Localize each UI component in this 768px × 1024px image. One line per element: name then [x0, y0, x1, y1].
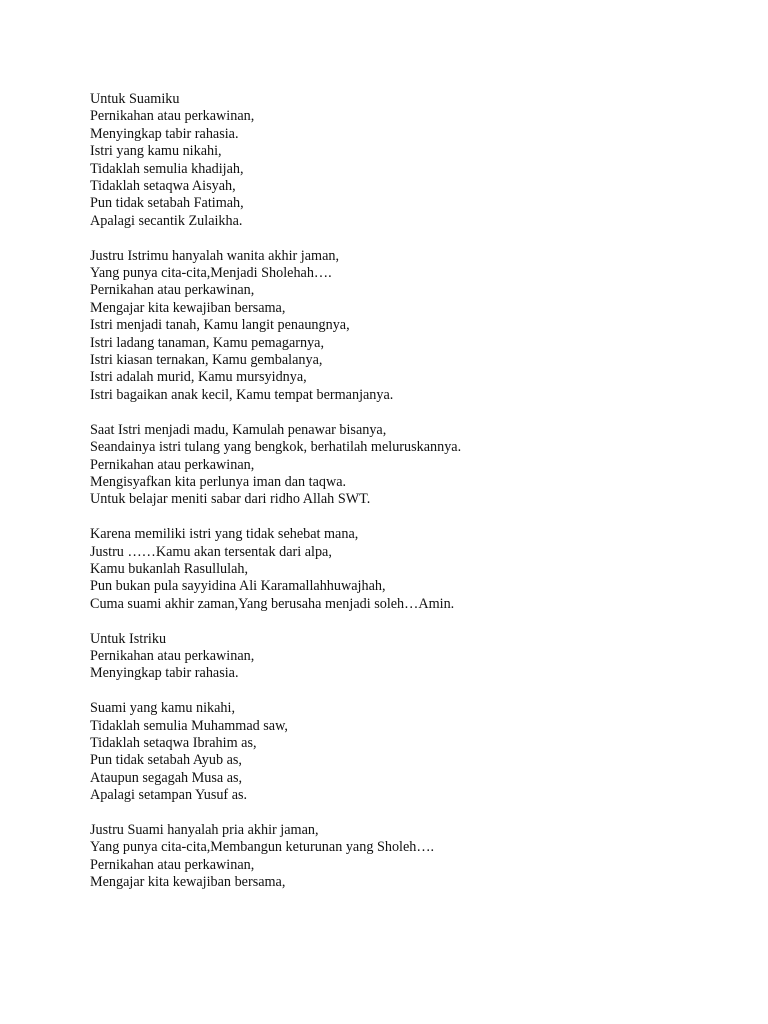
poem-line: Cuma suami akhir zaman,Yang berusaha menjadi soleh…Amin. [90, 595, 455, 612]
poem-line: Pun tidak setabah Ayub as, [90, 752, 242, 769]
poem-line: Istri kiasan ternakan, Kamu gembalanya, [90, 352, 323, 369]
poem-line: Menyingkap tabir rahasia. [90, 665, 239, 682]
poem-line: Yang punya cita-cita,Menjadi Sholehah…. [90, 265, 332, 282]
poem-line: Suami yang kamu nikahi, [90, 700, 236, 717]
poem-line: Mengajar kita kewajiban bersama, [90, 299, 286, 316]
poem-body [90, 91, 730, 892]
poem-line: Tidaklah semulia Muhammad saw, [90, 717, 288, 734]
poem-line: Pun tidak setabah Fatimah, [90, 195, 244, 212]
poem-line: Istri ladang tanaman, Kamu pemagarnya, [90, 334, 325, 351]
poem-line: Mengisyafkan kita perlunya iman dan taqwa. [90, 473, 347, 490]
poem-line: Pun bukan pula sayyidina Ali Karamallahhuwajhah, [90, 578, 386, 595]
poem-line: Justru Suami hanyalah pria akhir jaman, [90, 821, 319, 838]
poem-line: Justru ……Kamu akan tersentak dari alpa, [90, 543, 332, 560]
poem-line: Istri yang kamu nikahi, [90, 143, 222, 160]
stanza [90, 422, 730, 509]
poem-line: Tidaklah setaqwa Aisyah, [90, 178, 236, 195]
poem-line: Kamu bukanlah Rasullulah, [90, 560, 249, 577]
poem-line: Apalagi setampan Yusuf as. [90, 787, 248, 804]
poem-line: Pernikahan atau perkawinan, [90, 282, 255, 299]
poem-line: Untuk belajar meniti sabar dari ridho Allah SWT. [90, 491, 371, 508]
poem-line: Istri adalah murid, Kamu mursyidnya, [90, 369, 307, 386]
stanza [90, 526, 730, 613]
poem-line: Apalagi secantik Zulaikha. [90, 212, 243, 229]
poem-line: Tidaklah semulia khadijah, [90, 160, 244, 177]
poem-line: Yang punya cita-cita,Membangun keturunan yang Sholeh…. [90, 839, 435, 856]
stanza [90, 700, 730, 804]
poem-line: Tidaklah setaqwa Ibrahim as, [90, 734, 257, 751]
poem-line: Mengajar kita kewajiban bersama, [90, 874, 286, 891]
stanza [90, 631, 730, 683]
poem-line: Saat Istri menjadi madu, Kamulah penawar bisanya, [90, 421, 387, 438]
stanza [90, 822, 730, 892]
poem-line: Istri bagaikan anak kecil, Kamu tempat bermanjanya. [90, 386, 394, 403]
poem-line: Justru Istrimu hanyalah wanita akhir jaman, [90, 247, 340, 264]
poem-line: Menyingkap tabir rahasia. [90, 125, 239, 142]
poem-line: Ataupun segagah Musa as, [90, 769, 243, 786]
stanza [90, 248, 730, 405]
poem-line: Pernikahan atau perkawinan, [90, 647, 255, 664]
stanza [90, 91, 730, 230]
poem-line: Seandainya istri tulang yang bengkok, berhatilah meluruskannya. [90, 439, 462, 456]
poem-line: Pernikahan atau perkawinan, [90, 856, 255, 873]
poem-line: Pernikahan atau perkawinan, [90, 108, 255, 125]
poem-line: Istri menjadi tanah, Kamu langit penaungnya, [90, 317, 350, 334]
poem-line: Karena memiliki istri yang tidak sehebat mana, [90, 526, 359, 543]
poem-line: Pernikahan atau perkawinan, [90, 456, 255, 473]
stanza-heading: Untuk Istriku [90, 630, 167, 647]
stanza-heading: Untuk Suamiku [90, 91, 180, 107]
